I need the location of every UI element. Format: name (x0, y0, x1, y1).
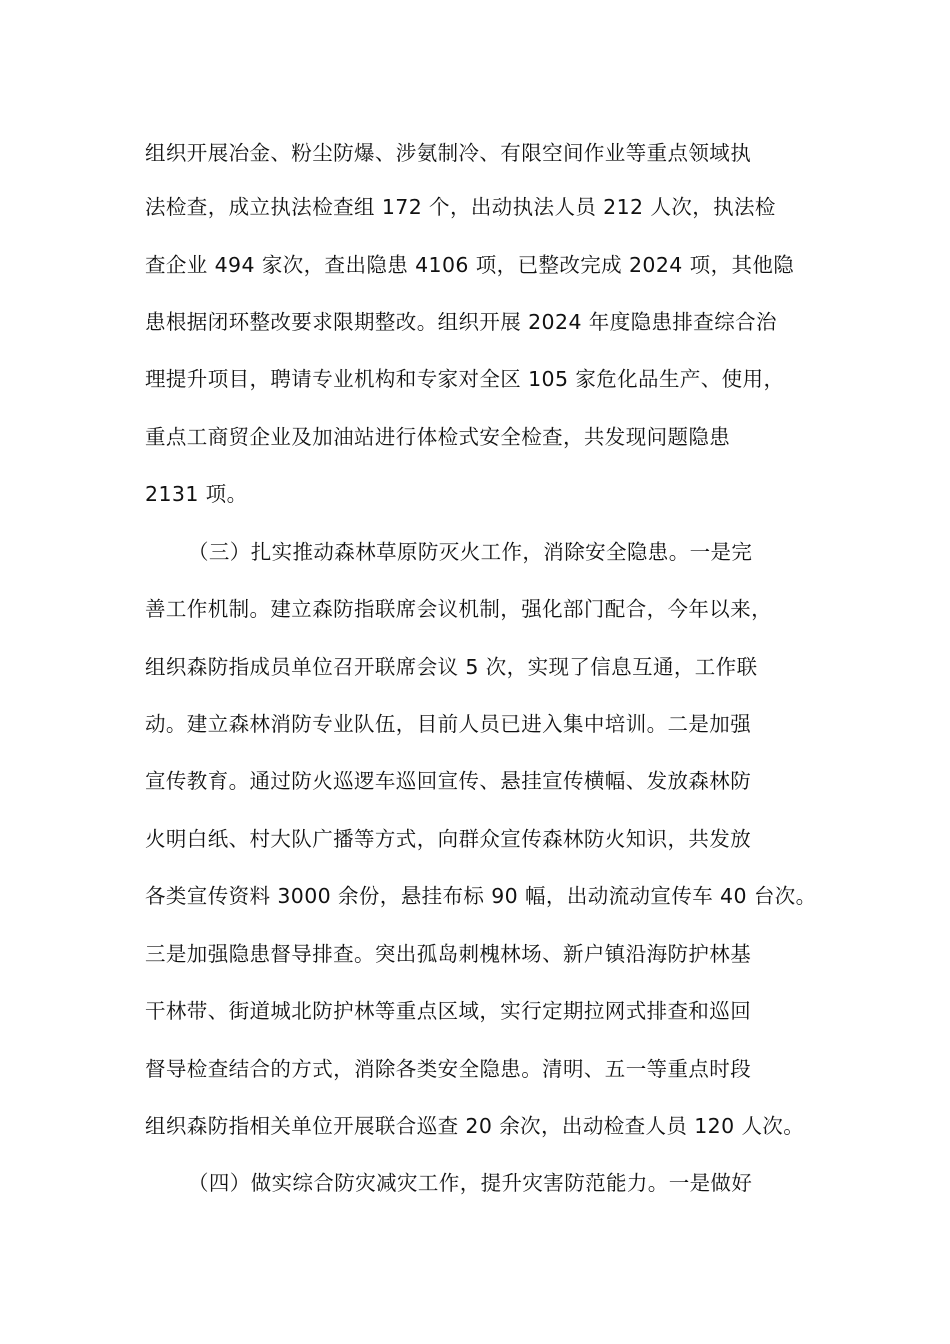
text-line-16: 干林带、街道城北防护林等重点区域，实行定期拉网式排查和巡回 (145, 999, 752, 1023)
text-line-8: （三）扎实推动森林草原防灭火工作，消除安全隐患。一是完 (188, 540, 753, 564)
text-line-11: 动。建立森林消防专业队伍，目前人员已进入集中培训。二是加强 (145, 712, 752, 736)
text-line-5: 理提升项目，聘请专业机构和专家对全区 105 家危化品生产、使用， (145, 367, 785, 391)
text-line-1: 组织开展冶金、粉尘防爆、涉氨制冷、有限空间作业等重点领域执 (145, 141, 752, 165)
text-line-19: （四）做实综合防灾减灾工作，提升灾害防范能力。一是做好 (188, 1171, 753, 1195)
text-line-15: 三是加强隐患督导排查。突出孤岛刺槐林场、新户镇沿海防护林基 (145, 942, 752, 966)
text-line-12: 宣传教育。通过防火巡逻车巡回宣传、悬挂宣传横幅、发放森林防 (145, 769, 752, 793)
text-line-10: 组织森防指成员单位召开联席会议 5 次，实现了信息互通，工作联 (145, 655, 758, 679)
text-line-13: 火明白纸、村大队广播等方式，向群众宣传森林防火知识，共发放 (145, 827, 752, 851)
text-line-17: 督导检查结合的方式，消除各类安全隐患。清明、五一等重点时段 (145, 1057, 752, 1081)
text-line-3: 查企业 494 家次，查出隐患 4106 项，已整改完成 2024 项，其他隐 (145, 253, 795, 277)
text-line-14: 各类宣传资料 3000 余份，悬挂布标 90 幅，出动流动宣传车 40 台次。 (145, 884, 817, 908)
text-line-2: 法检查，成立执法检查组 172 个，出动执法人员 212 人次，执法检 (145, 195, 776, 219)
text-line-4: 患根据闭环整改要求限期整改。组织开展 2024 年度隐患排查综合治 (145, 310, 777, 334)
text-line-9: 善工作机制。建立森防指联席会议机制，强化部门配合，今年以来， (145, 597, 772, 621)
text-line-18: 组织森防指相关单位开展联合巡查 20 余次，出动检查人员 120 人次。 (145, 1114, 805, 1138)
text-line-6: 重点工商贸企业及加油站进行体检式安全检查，共发现问题隐患 (145, 425, 731, 449)
text-line-7: 2131 项。 (145, 482, 248, 506)
